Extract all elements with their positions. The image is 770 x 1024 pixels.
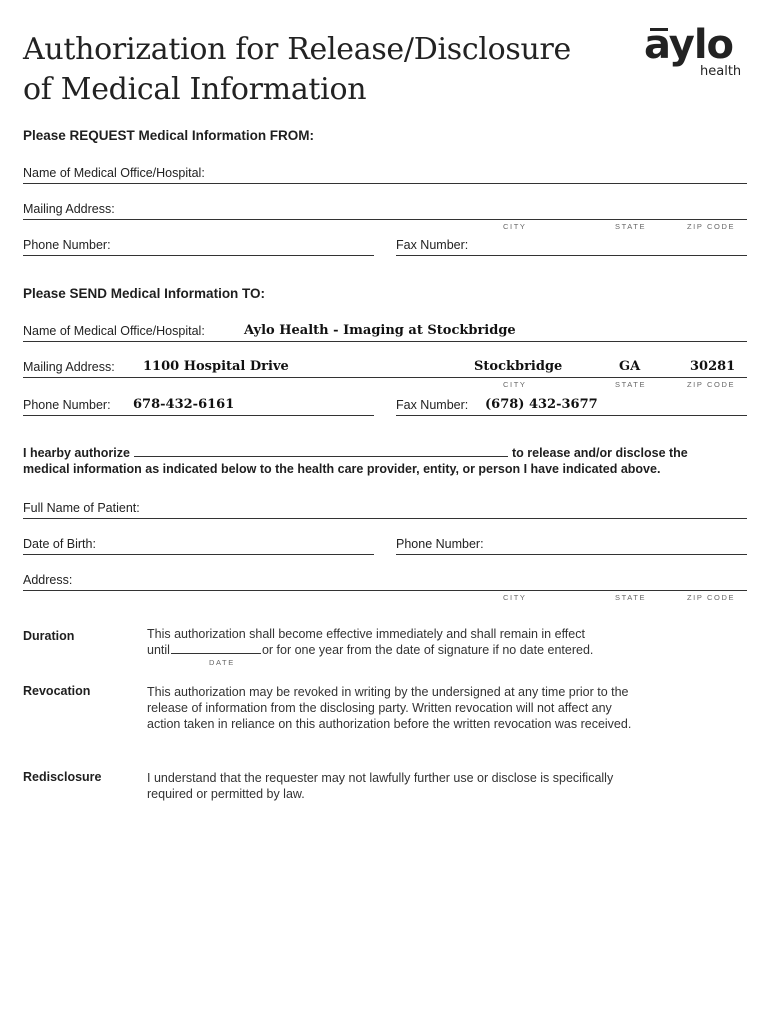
revocation-text: This authorization may be revoked in writing by the undersigned at any time prior to the release of information from the disclosing party. Written revocation will not affect any action taken in reliance on this authorization before the written revocation was received.: [147, 685, 632, 731]
send-to-heading: Please SEND Medical Information TO:: [23, 286, 266, 301]
patient-name-field[interactable]: [23, 495, 747, 519]
patient-dob-label: Date of Birth:: [23, 537, 96, 551]
send-state-caption: STATE: [615, 380, 647, 389]
send-zip-caption: ZIP CODE: [687, 380, 736, 389]
request-zip-caption: ZIP CODE: [687, 222, 736, 231]
authorized-party-input[interactable]: [134, 446, 508, 457]
revocation-label: Revocation: [23, 684, 91, 698]
patient-name-label: Full Name of Patient:: [23, 501, 140, 515]
send-state-value: GA: [619, 359, 641, 374]
request-office-label: Name of Medical Office/Hospital:: [23, 166, 205, 180]
send-address-label: Mailing Address:: [23, 360, 115, 374]
send-office-field[interactable]: [23, 318, 747, 342]
patient-zip-caption: ZIP CODE: [687, 593, 736, 602]
patient-dob-field[interactable]: [23, 531, 374, 555]
patient-state-caption: STATE: [615, 593, 647, 602]
patient-city-caption: CITY: [503, 593, 527, 602]
patient-address-label: Address:: [23, 573, 73, 587]
duration-date-input[interactable]: [171, 643, 261, 654]
page-title: [23, 30, 571, 110]
redisclosure-text: I understand that the requester may not lawfully further use or disclose is specifically required or permitted by law.: [147, 771, 614, 801]
logo-word: aylo: [644, 22, 734, 68]
send-address-field[interactable]: [23, 354, 747, 378]
request-address-field[interactable]: [23, 196, 747, 220]
send-phone-value: 678-432-6161: [133, 397, 235, 412]
authorize-prefix: I hearby authorize: [23, 446, 130, 460]
duration-text-1: This authorization shall become effective immediately and shall remain in effect: [147, 627, 585, 641]
request-address-label: Mailing Address:: [23, 202, 115, 216]
send-address-value: 1100 Hospital Drive: [143, 359, 289, 374]
authorize-suffix: to release and/or disclose the: [511, 446, 688, 460]
send-phone-label: Phone Number:: [23, 398, 111, 412]
request-from-heading: Please REQUEST Medical Information FROM:: [23, 128, 315, 143]
request-phone-label: Phone Number:: [23, 238, 111, 252]
send-fax-label: Fax Number:: [396, 398, 469, 412]
duration-date-caption: DATE: [209, 658, 235, 667]
logo-sub: health: [700, 64, 742, 79]
duration-text: [147, 626, 652, 658]
aylo-health-logo: [640, 22, 752, 82]
duration-text-2: or for one year from the date of signature if no date entered.: [261, 643, 594, 657]
send-city-value: Stockbridge: [474, 359, 563, 374]
authorize-line-2: medical information as indicated below to the health care provider, entity, or person I have indicated above.: [23, 462, 661, 476]
send-office-label: Name of Medical Office/Hospital:: [23, 324, 205, 338]
request-fax-label: Fax Number:: [396, 238, 469, 252]
title-line-2: of Medical Information: [23, 72, 367, 107]
authorize-paragraph: [23, 445, 733, 477]
send-city-caption: CITY: [503, 380, 527, 389]
send-fax-field[interactable]: [396, 392, 747, 416]
patient-phone-field[interactable]: [396, 531, 747, 555]
duration-until: until: [147, 643, 170, 657]
request-state-caption: STATE: [615, 222, 647, 231]
patient-phone-label: Phone Number:: [396, 537, 484, 551]
redisclosure-label: Redisclosure: [23, 770, 102, 784]
title-line-1: Authorization for Release/Disclosure: [23, 32, 572, 67]
request-office-field[interactable]: [23, 160, 747, 184]
duration-label: Duration: [23, 629, 75, 643]
send-fax-value: (678) 432-3677: [485, 397, 598, 412]
patient-address-field[interactable]: [23, 567, 747, 591]
send-office-value: Aylo Health - Imaging at Stockbridge: [244, 323, 516, 338]
request-phone-field[interactable]: [23, 232, 374, 256]
request-fax-field[interactable]: [396, 232, 747, 256]
send-zip-value: 30281: [690, 359, 736, 374]
send-phone-field[interactable]: [23, 392, 374, 416]
request-city-caption: CITY: [503, 222, 527, 231]
